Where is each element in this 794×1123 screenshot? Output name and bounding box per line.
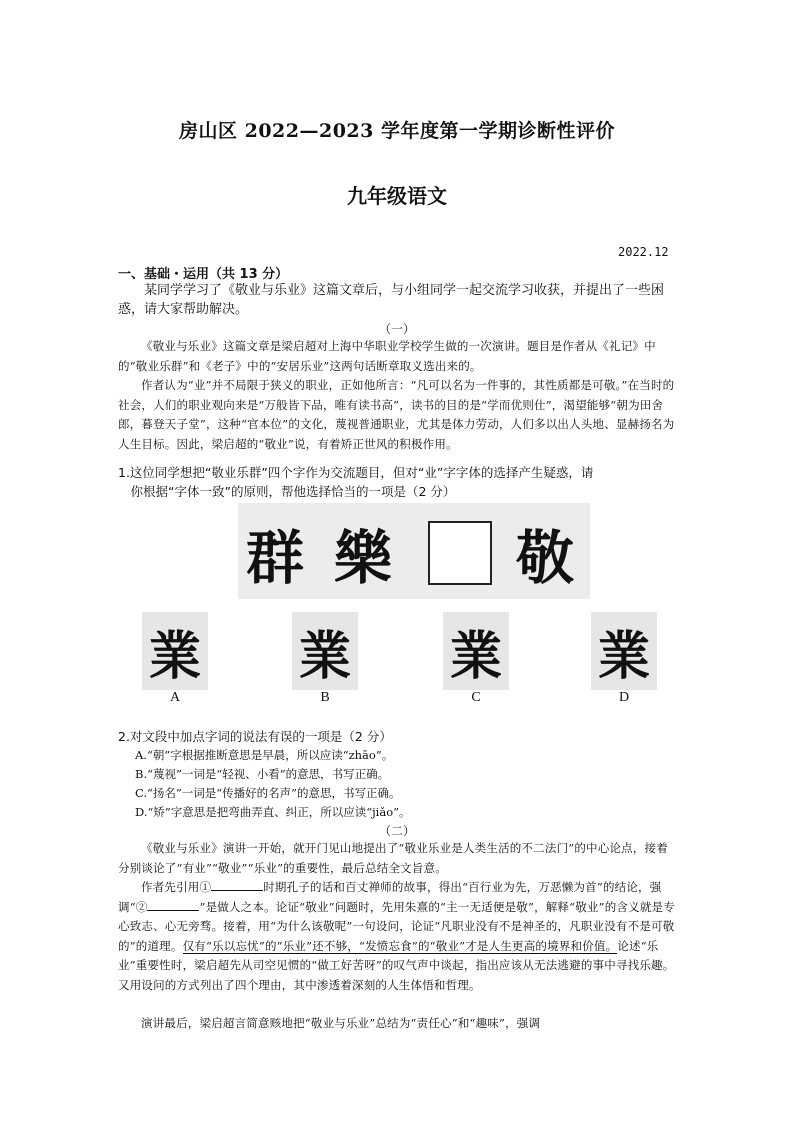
calligraphy-banner [238, 503, 590, 599]
blank-1[interactable] [211, 890, 263, 891]
option-c-glyph: 業 [443, 612, 509, 690]
p2-part-a: 作者先引用① [141, 880, 212, 894]
underlined-sentence: 仅有“乐以忘忧”的“乐业”还不够，“发愤忘食”的“敬业”才是人生更高的境界和价值。 [182, 938, 618, 953]
section-intro: 某同学学习了《敬业与乐业》这篇文章后，与小组同学一起交流学习收获，并提出了一些困惑，请大家帮助解决。 [118, 283, 665, 317]
q2-option-d[interactable]: D.“矫”字意思是把弯曲弄直、纠正，所以应读“jiǎo”。 [135, 805, 411, 819]
part2-paragraph-2 [118, 878, 678, 995]
part2-paragraph-3: 演讲最后，梁启超言简意赅地把“敬业与乐业”总结为“责任心”和“趣味”，强调 [141, 1016, 541, 1030]
p2-part-c: ”是做人之本。论证“敬业”问题时，先用朱熹的“主一无适便是敬”，解释“敬业”的含义就是专心致志、心无旁骛。接着，用“为什么该敬呢”一句设问，论证“凡职业没有不是神圣的，凡职业没有不是可敬的”的道理。 [118, 899, 675, 953]
section-heading: 一、基础・运用（共 13 分） [118, 267, 289, 282]
blank-2[interactable] [147, 910, 199, 911]
option-a-glyph: 業 [142, 612, 208, 690]
q2-option-c[interactable]: C.“扬名”一词是“传播好的名声”的意思，书写正确。 [135, 786, 401, 800]
question-1-line-1: 1.这位同学想把“敬业乐群”四个字作为交流题目，但对“业”字字体的选择产生疑惑，请 [118, 465, 594, 480]
option-b[interactable] [292, 612, 358, 706]
option-a[interactable] [142, 612, 208, 706]
part2-label: （二） [378, 824, 415, 838]
question-2-options [135, 746, 675, 822]
part1-paragraph-1: 《敬业与乐业》这篇文章是梁启超对上海中华职业学校学生做的一次演讲。题目是作者从《礼记》中的“敬业乐群”和《老子》中的“安居乐业”这两句话断章取义选出来的。 [118, 339, 656, 373]
option-d[interactable] [591, 612, 657, 706]
option-c[interactable] [443, 612, 509, 706]
q2-option-b[interactable]: B.“蔑视”一词是“轻视、小看”的意思，书写正确。 [135, 767, 390, 781]
calligraphy-char-qun: 群 [246, 524, 305, 592]
p2-part-b: 时期孔子的话和百丈禅师的故事，得出“百行业为先，万恶懒为首”的结论，强调“② [118, 880, 662, 914]
blank-square [428, 521, 492, 585]
option-c-label: C [471, 690, 481, 705]
question-2-stem: 2.对文段中加点字词的说法有误的一项是（2 分） [118, 729, 392, 744]
calligraphy-char-le: 樂 [334, 524, 393, 592]
option-d-label: D [618, 690, 630, 705]
question-1 [118, 463, 678, 501]
question-1-line-2: 你根据“字体一致”的原则，帮他选择恰当的一项是（2 分） [130, 484, 456, 499]
option-a-label: A [169, 690, 181, 705]
calligraphy-char-jing: 敬 [516, 524, 575, 592]
part1-paragraph-2: 作者认为“业”并不局限于狭义的职业，正如他所言：“凡可以名为一件事的，其性质都是可敬。”在当时的社会，人们的职业观向来是“万般皆下品，唯有读书高”，读书的目的是“学而优则仕”，渴望能够“朝为田舍郎，暮登天子堂”，这种“官本位”的文化，蔑视普通职业，尤其是体力劳动，人们多以出人头地、显赫扬名为人生目标。因此，梁启超的“敬业”说，有着矫正世风的积极作用。 [118, 378, 675, 451]
option-b-label: B [320, 690, 330, 705]
exam-date: 2022.12 [618, 245, 669, 259]
exam-title: 房山区 2022—2023 学年度第一学期诊断性评价 [179, 120, 615, 142]
option-b-glyph: 業 [292, 612, 358, 690]
option-d-glyph: 業 [591, 612, 657, 690]
exam-subtitle: 九年级语文 [347, 184, 447, 208]
part1-label: （一） [378, 322, 415, 336]
q2-option-a[interactable]: A.“朝”字根据推断意思是早晨，所以应读“zhāo”。 [135, 748, 394, 762]
part2-paragraph-1: 《敬业与乐业》演讲一开始，就开门见山地提出了“敬业乐业是人类生活的不二法门”的中心论点，接着分别谈论了“有业”“敬业”“乐业”的重要性，最后总结全文旨意。 [118, 841, 668, 875]
p2-part-d: 论述“乐业”重要性时，梁启超先从司空见惯的“做工好苦呀”的叹气声中谈起，指出应该从无法逃避的事中寻找乐趣。又用设问的方式列出了四个理由，其中渗透着深刻的人生体悟和哲理。 [118, 938, 675, 992]
